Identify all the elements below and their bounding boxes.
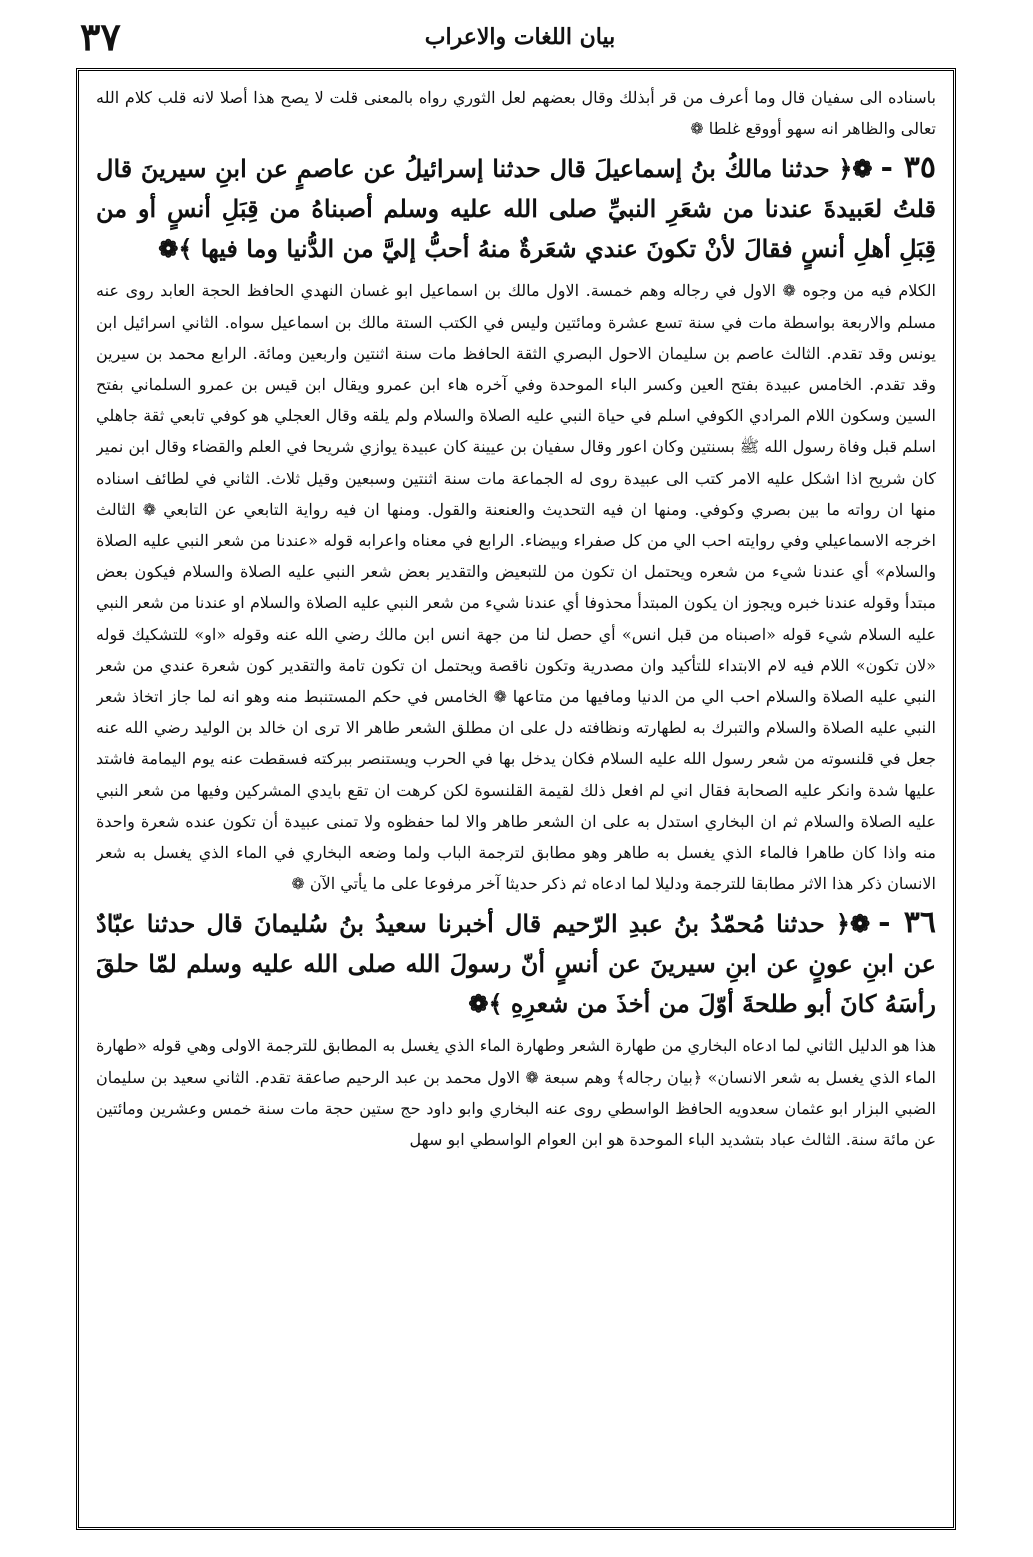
hadith-35-number: ٣٥ -: [880, 150, 936, 186]
page-number: ٣٧: [80, 14, 121, 59]
hadith-36-number: ٣٦ -: [878, 905, 936, 941]
running-title: بيان اللغات والاعراب: [424, 24, 616, 50]
page-body: [96, 82, 936, 1522]
hadith-35-text: ❁﴿ حدثنا مالكُ بنُ إسماعيلَ قال حدثنا إسرائيلُ عن عاصمٍ عن ابنِ سيرينَ قال قلتُ لعَبيدةَ عندنا من شعَرِ النبيِّ صلى الله عليه وسلم أصبناهُ من قِبَلِ أنسٍ أو من قِبَلِ أهلِ أنسٍ فقالَ لأنْ تكونَ عندي شعَرةٌ منهُ أحبُّ إليَّ من الدُّنيا وما فيها ﴾❁: [96, 154, 936, 264]
paragraph-continuation: باسناده الى سفيان قال وما أعرف من قر أبذلك وقال بعضهم لعل الثوري رواه بالمعنى قلت لا يصح هذا أصلا لانه قلب كلام الله تعالى والظاهر انه سهو أووقع غلطا ❁: [96, 88, 936, 139]
commentary-35: الكلام فيه من وجوه ❁ الاول في رجاله وهم خمسة. الاول مالك بن اسماعيل ابو غسان النهدي الحافظ الحجة العابد روى عنه مسلم والاربعة بواسطة مات في سنة تسع عشرة ومائتين وليس في الكتب الستة مالك بن اسماعيل سواه. الثاني اسرائيل ابن يونس وقد تقدم. الثالث عاصم بن سليمان الاحول البصري الثقة الحافظ مات سنة اثنتين واربعين ومائة. الرابع محمد بن سيرين وقد تقدم. الخامس عبيدة بفتح العين وكسر الباء الموحدة وفي آخره هاء ابن عمرو ويقال ابن قيس بن عمرو السلماني بفتح السين وسكون اللام المرادي الكوفي اسلم في حياة النبي عليه الصلاة والسلام ولم يلقه وقال العجلي هو كوفي تابعي ثقة جاهلي اسلم قبل وفاة رسول الله ﷺ بسنتين وكان اعور وقال سفيان بن عيينة كان عبيدة يوازي شريحا في العلم والقضاء وقال ابن نمير كان شريح اذا اشكل عليه الامر كتب الى عبيدة روى له الجماعة مات سنة اثنتين وسبعين وقيل ثلاث. الثاني في لطائف اسناده منها ان رواته ما بين بصري وكوفي. ومنها ان فيه التحديث والعنعنة والقول. ومنها ان فيه رواية التابعي عن التابعي ❁ الثالث اخرجه الاسماعيلي وفي روايته احب الي من كل صفراء وبيضاء. الرابع في معناه واعرابه قوله «عندنا من شعر النبي عليه الصلاة والسلام» أي عندنا شيء من شعره ويحتمل ان تكون من للتبعيض والتقدير بعض شعر النبي عليه الصلاة والسلام فيكون بعض مبتدأ وقوله عندنا خبره ويجوز ان يكون المبتدأ محذوفا أي عندنا شيء من شعر النبي عليه الصلاة والسلام او عندنا من شعر النبي عليه السلام شيء قوله «اصبناه من قبل انس» أي حصل لنا من جهة انس ابن مالك رضي الله عنه وقوله «او» للتشكيك قوله «لان تكون» اللام فيه لام الابتداء للتأكيد وان مصدرية وتكون ناقصة ويحتمل ان تكون تامة والتقدير كون شعرة عندي من شعر النبي عليه الصلاة والسلام احب الي من الدنيا ومافيها من متاعها ❁ الخامس في حكم المستنبط منه وهو انه لما جاز اتخاذ شعر النبي عليه الصلاة والسلام والتبرك به لطهارته ونظافته دل على ان مطلق الشعر طاهر الا ترى ان خالد بن الوليد رضي الله عنه جعل في قلنسوته من شعر رسول الله عليه السلام فكان يدخل بها في الحرب ويستنصر ببركته فسقطت عنه يوم اليمامة فاشتد عليها شدة وانكر عليه الصحابة فقال اني لم افعل ذلك لقيمة القلنسوة لكن كرهت ان تقع بايدي المشركين وفيها من شعر النبي عليه الصلاة والسلام ثم ان البخاري استدل به على ان الشعر طاهر والا لما حفظوه ولا تمنى عبيدة أن تكون عنده شعرة واحدة منه واذا كان طاهرا فالماء الذي يغسل به طاهر وهو مطابق لترجمة الباب ولما وضعه البخاري في الماء الذي يغسل به شعر الانسان ذكر هذا الاثر مطابقا للترجمة ودليلا لما ادعاه ثم ذكر حديثا آخر مرفوعا على ما يأتي الآن ❁: [96, 281, 936, 894]
commentary-36: هذا هو الدليل الثاني لما ادعاه البخاري من طهارة الشعر وطهارة الماء الذي يغسل به المطابق للترجمة الاولى وهي قوله «طهارة الماء الذي يغسل به شعر الانسان» ﴿بيان رجاله﴾ وهم سبعة ❁ الاول محمد بن عبد الرحيم صاعقة تقدم. الثاني سعيد بن سليمان الضبي البزار ابو عثمان سعدويه الحافظ الواسطي روى عنه البخاري وابو داود حج ستين حجة مات سنة خمس وعشرين ومائتين عن مائة سنة. الثالث عباد بتشديد الباء الموحدة هو ابن العوام الواسطي ابو سهل: [96, 1036, 936, 1150]
hadith-35: [96, 148, 936, 269]
hadith-36: [96, 903, 936, 1024]
hadith-36-text: ❁﴿ حدثنا مُحمّدُ بنُ عبدِ الرّحيم قال أخبرنا سعيدُ بنُ سُليمانَ قال حدثنا عبّادٌ عن ابنِ عونٍ عن ابنِ سيرينَ عن أنسٍ أنّ رسولَ الله صلى الله عليه وسلم لمّا حلقَ رأسَهُ كانَ أبو طلحةَ أوّلَ من أخذَ من شعرِهِ ﴾❁: [96, 909, 936, 1019]
page-header: [70, 10, 970, 62]
